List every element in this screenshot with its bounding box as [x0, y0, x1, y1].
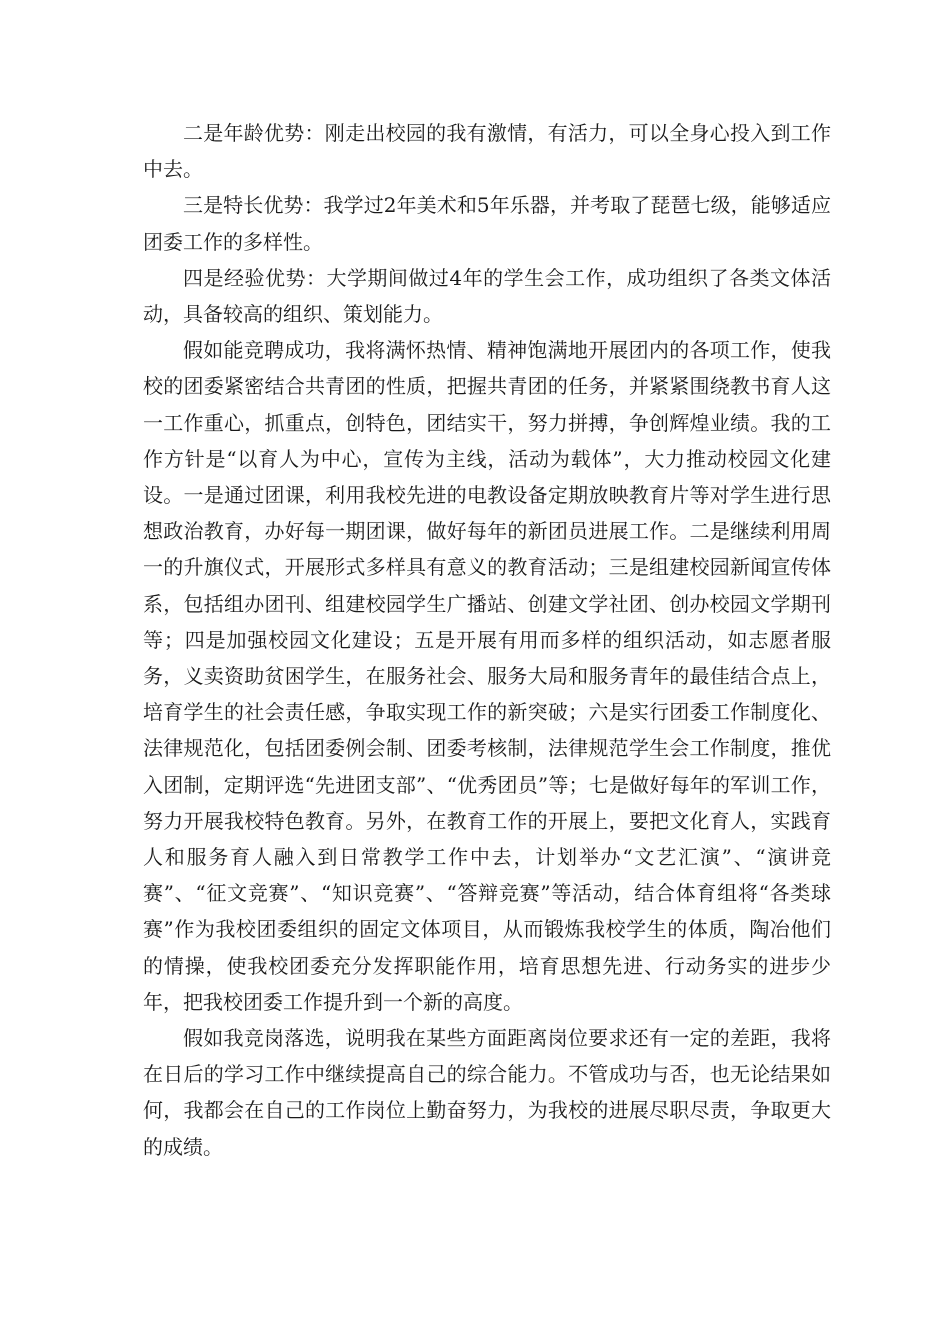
paragraph-closing: 假如我竞岗落选，说明我在某些方面距离岗位要求还有一定的差距，我将在日后的学习工作中继续提高自己的综合能力。不管成功与否，也无论结果如何，我都会在自己的工作岗位上勤奋努力，为我校的进展尽职尽责，争取更大的成绩。	[143, 1026, 831, 1159]
paragraph-age-advantage: 二是年龄优势：刚走出校园的我有激情，有活力，可以全身心投入到工作中去。	[143, 121, 831, 182]
paragraph-talent-advantage: 三是特长优势：我学过2年美术和5年乐器，并考取了琵琶七级，能够适应团委工作的多样性。	[143, 193, 831, 254]
paragraph-experience-advantage: 四是经验优势：大学期间做过4年的学生会工作，成功组织了各类文体活动，具备较高的组织、策划能力。	[143, 265, 831, 327]
paragraph-work-plan: 假如能竞聘成功，我将满怀热情、精神饱满地开展团内的各项工作，使我校的团委紧密结合共青团的性质，把握共青团的任务，并紧紧围绕教书育人这一工作重心，抓重点，创特色，团结实干，努力拼搏，争创辉煌业绩。我的工作方针是“以育人为中心，宣传为主线，活动为载体”，大力推动校园文化建设。一是通过团课，利用我校先进的电教设备定期放映教育片等对学生进行思想政治教育，办好每一期团课，做好每年的新团员进展工作。二是继续利用周一的升旗仪式，开展形式多样具有意义的教育活动；三是组建校园新闻宣传体系，包括组办团刊、组建校园学生广播站、创建文学社团、创办校园文学期刊等；四是加强校园文化建设；五是开展有用而多样的组织活动，如志愿者服务，义卖资助贫困学生，在服务社会、服务大局和服务青年的最佳结合点上，培育学生的社会责任感，争取实现工作的新突破；六是实行团委工作制度化、法律规范化，包括团委例会制、团委考核制，法律规范学生会工作制度，推优入团制，定期评选“先进团支部”、“优秀团员”等；七是做好每年的军训工作，努力开展我校特色教育。另外，在教育工作的开展上，要把文化育人，实践育人和服务育人融入到日常教学工作中去，计划举办“文艺汇演”、“演讲竞赛”、“征文竞赛”、“知识竞赛”、“答辩竞赛”等活动，结合体育组将“各类球赛”作为我校团委组织的固定文体项目，从而锻炼我校学生的体质，陶冶他们的情操，使我校团委充分发挥职能作用，培育思想先进、行动务实的进步少年，把我校团委工作提升到一个新的高度。	[143, 338, 831, 1014]
document-body	[143, 115, 831, 1165]
